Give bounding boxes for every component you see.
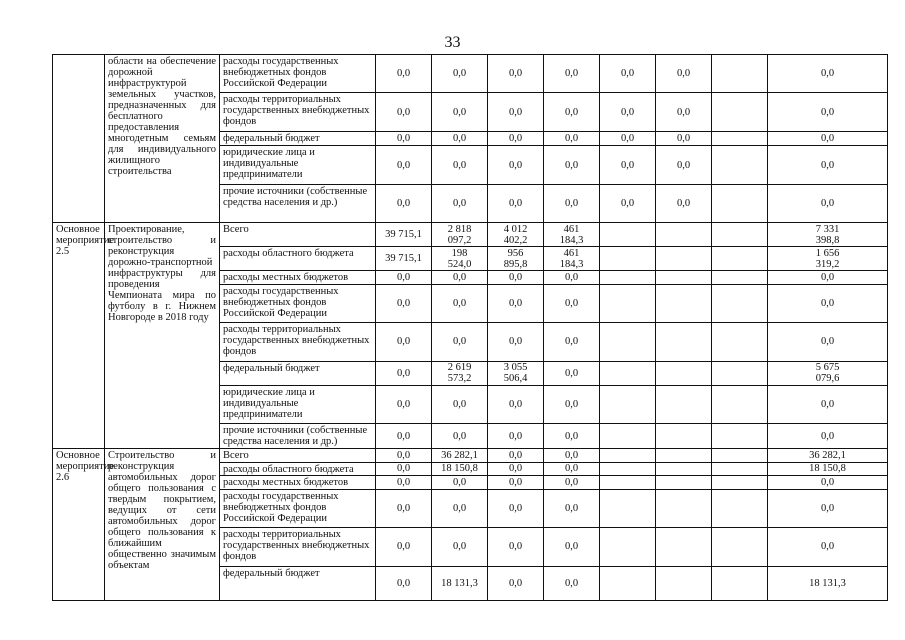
value-cell: 0,0 (544, 131, 600, 146)
value-cell: 0,0 (544, 462, 600, 476)
value-cell (600, 476, 656, 490)
value-cell: 2 818 097,2 (432, 223, 488, 247)
value-cell (712, 284, 768, 322)
value-cell: 0,0 (544, 184, 600, 222)
value-cell (656, 271, 712, 285)
value-cell: 18 150,8 (768, 462, 888, 476)
value-cell (656, 449, 712, 463)
value-cell: 0,0 (768, 323, 888, 361)
value-cell: 0,0 (376, 184, 432, 222)
value-cell: 3 055 506,4 (488, 361, 544, 385)
measure-code-cell: Основное мероприятие 2.5 (53, 223, 105, 449)
value-cell: 956 895,8 (488, 247, 544, 271)
value-cell: 0,0 (376, 131, 432, 146)
value-cell (600, 284, 656, 322)
value-cell: 0,0 (544, 271, 600, 285)
value-cell (712, 476, 768, 490)
value-cell: 0,0 (488, 93, 544, 131)
value-cell (656, 247, 712, 271)
funding-source-cell: федеральный бюджет (220, 566, 376, 601)
measure-description-cell: области на обеспечение дорожной инфраструктурой земельных участков, предназначенных для бесплатного предоставления многодетным семьям для индивидуального жилищного строительства (105, 55, 220, 223)
value-cell: 18 131,3 (768, 566, 888, 601)
value-cell: 0,0 (376, 424, 432, 449)
value-cell (600, 271, 656, 285)
value-cell: 0,0 (544, 528, 600, 566)
value-cell: 0,0 (600, 55, 656, 93)
value-cell: 0,0 (768, 55, 888, 93)
value-cell: 0,0 (488, 528, 544, 566)
value-cell: 0,0 (544, 146, 600, 184)
value-cell: 0,0 (376, 55, 432, 93)
value-cell (600, 489, 656, 527)
value-cell: 0,0 (432, 146, 488, 184)
value-cell: 0,0 (488, 489, 544, 527)
table-row (53, 449, 888, 463)
value-cell: 0,0 (656, 131, 712, 146)
value-cell (656, 489, 712, 527)
value-cell: 0,0 (432, 93, 488, 131)
value-cell: 0,0 (600, 146, 656, 184)
value-cell: 2 619 573,2 (432, 361, 488, 385)
value-cell: 0,0 (544, 93, 600, 131)
funding-source-cell: расходы местных бюджетов (220, 476, 376, 490)
value-cell (600, 462, 656, 476)
value-cell: 0,0 (432, 55, 488, 93)
value-cell: 0,0 (488, 462, 544, 476)
value-cell: 0,0 (488, 424, 544, 449)
value-cell (600, 424, 656, 449)
funding-source-cell: расходы территориальных государственных внебюджетных фондов (220, 93, 376, 131)
value-cell: 0,0 (432, 489, 488, 527)
funding-source-cell: прочие источники (собственные средства населения и др.) (220, 184, 376, 222)
value-cell (712, 146, 768, 184)
value-cell: 0,0 (376, 361, 432, 385)
value-cell: 36 282,1 (432, 449, 488, 463)
value-cell: 0,0 (600, 184, 656, 222)
value-cell: 0,0 (768, 489, 888, 527)
value-cell (600, 449, 656, 463)
value-cell: 7 331 398,8 (768, 223, 888, 247)
value-cell (656, 566, 712, 601)
value-cell: 0,0 (768, 271, 888, 285)
measure-description-cell: Проектирование, строительство и реконструкция дорожно-транспортной инфраструктуры для проведения Чемпионата мира по футболу в г. Нижнем Новгороде в 2018 году (105, 223, 220, 449)
value-cell: 0,0 (432, 385, 488, 423)
value-cell: 0,0 (376, 271, 432, 285)
value-cell: 0,0 (656, 93, 712, 131)
value-cell: 0,0 (376, 385, 432, 423)
funding-source-cell: Всего (220, 449, 376, 463)
value-cell (600, 528, 656, 566)
value-cell: 0,0 (376, 476, 432, 490)
value-cell (656, 528, 712, 566)
value-cell: 0,0 (432, 323, 488, 361)
value-cell: 18 131,3 (432, 566, 488, 601)
value-cell: 0,0 (488, 284, 544, 322)
value-cell: 0,0 (488, 323, 544, 361)
funding-source-cell: федеральный бюджет (220, 361, 376, 385)
funding-source-cell: расходы областного бюджета (220, 462, 376, 476)
budget-table (52, 54, 888, 601)
value-cell: 0,0 (432, 284, 488, 322)
funding-source-cell: федеральный бюджет (220, 131, 376, 146)
value-cell (712, 385, 768, 423)
value-cell: 39 715,1 (376, 247, 432, 271)
value-cell: 0,0 (768, 385, 888, 423)
value-cell (656, 284, 712, 322)
value-cell: 0,0 (488, 131, 544, 146)
value-cell: 461 184,3 (544, 223, 600, 247)
funding-source-cell: расходы государственных внебюджетных фондов Российской Федерации (220, 55, 376, 93)
value-cell (712, 223, 768, 247)
page-number: 33 (444, 34, 461, 51)
value-cell: 0,0 (432, 424, 488, 449)
value-cell: 0,0 (544, 284, 600, 322)
value-cell: 0,0 (432, 271, 488, 285)
value-cell (712, 131, 768, 146)
funding-source-cell: расходы территориальных государственных внебюджетных фондов (220, 323, 376, 361)
value-cell: 0,0 (544, 385, 600, 423)
value-cell: 0,0 (488, 449, 544, 463)
value-cell: 0,0 (432, 184, 488, 222)
value-cell: 4 012 402,2 (488, 223, 544, 247)
value-cell (712, 489, 768, 527)
value-cell: 0,0 (768, 424, 888, 449)
value-cell: 0,0 (656, 184, 712, 222)
value-cell: 0,0 (376, 528, 432, 566)
value-cell (712, 361, 768, 385)
value-cell (656, 476, 712, 490)
value-cell: 0,0 (656, 55, 712, 93)
value-cell (656, 223, 712, 247)
value-cell (656, 361, 712, 385)
value-cell: 0,0 (488, 271, 544, 285)
value-cell: 1 656 319,2 (768, 247, 888, 271)
funding-source-cell: юридические лица и индивидуальные предприниматели (220, 385, 376, 423)
value-cell: 0,0 (488, 385, 544, 423)
value-cell (600, 323, 656, 361)
funding-source-cell: расходы местных бюджетов (220, 271, 376, 285)
funding-source-cell: юридические лица и индивидуальные предприниматели (220, 146, 376, 184)
value-cell: 198 524,0 (432, 247, 488, 271)
value-cell: 0,0 (376, 146, 432, 184)
value-cell (600, 247, 656, 271)
funding-source-cell: расходы государственных внебюджетных фондов Российской Федерации (220, 284, 376, 322)
value-cell: 0,0 (544, 323, 600, 361)
value-cell: 0,0 (544, 449, 600, 463)
value-cell: 0,0 (376, 323, 432, 361)
value-cell: 0,0 (768, 146, 888, 184)
value-cell (712, 323, 768, 361)
value-cell (712, 566, 768, 601)
value-cell: 0,0 (432, 476, 488, 490)
value-cell: 5 675 079,6 (768, 361, 888, 385)
value-cell (600, 385, 656, 423)
value-cell: 0,0 (768, 528, 888, 566)
value-cell (712, 247, 768, 271)
value-cell: 0,0 (488, 146, 544, 184)
value-cell: 0,0 (488, 566, 544, 601)
value-cell (712, 271, 768, 285)
value-cell (712, 55, 768, 93)
value-cell (712, 424, 768, 449)
value-cell: 461 184,3 (544, 247, 600, 271)
funding-source-cell: Всего (220, 223, 376, 247)
value-cell: 0,0 (768, 476, 888, 490)
value-cell (712, 462, 768, 476)
value-cell: 0,0 (544, 424, 600, 449)
value-cell: 0,0 (600, 131, 656, 146)
value-cell: 0,0 (544, 566, 600, 601)
value-cell: 0,0 (768, 184, 888, 222)
value-cell: 0,0 (768, 93, 888, 131)
value-cell (600, 566, 656, 601)
funding-source-cell: расходы областного бюджета (220, 247, 376, 271)
value-cell (600, 223, 656, 247)
value-cell: 0,0 (768, 131, 888, 146)
value-cell: 0,0 (376, 93, 432, 131)
funding-source-cell: прочие источники (собственные средства населения и др.) (220, 424, 376, 449)
value-cell (600, 361, 656, 385)
value-cell: 0,0 (488, 476, 544, 490)
value-cell: 0,0 (376, 449, 432, 463)
value-cell (712, 528, 768, 566)
value-cell: 0,0 (768, 284, 888, 322)
value-cell: 0,0 (376, 489, 432, 527)
value-cell: 0,0 (656, 146, 712, 184)
value-cell (712, 184, 768, 222)
value-cell (712, 449, 768, 463)
value-cell (656, 462, 712, 476)
value-cell: 0,0 (376, 566, 432, 601)
table-row (53, 55, 888, 93)
value-cell: 0,0 (376, 462, 432, 476)
value-cell (656, 385, 712, 423)
funding-source-cell: расходы территориальных государственных внебюджетных фондов (220, 528, 376, 566)
funding-source-cell: расходы государственных внебюджетных фондов Российской Федерации (220, 489, 376, 527)
measure-code-cell (53, 55, 105, 223)
value-cell: 0,0 (376, 284, 432, 322)
value-cell: 0,0 (544, 361, 600, 385)
value-cell: 36 282,1 (768, 449, 888, 463)
value-cell: 0,0 (488, 184, 544, 222)
value-cell: 0,0 (544, 55, 600, 93)
value-cell: 0,0 (544, 489, 600, 527)
value-cell: 0,0 (488, 55, 544, 93)
value-cell: 0,0 (432, 131, 488, 146)
value-cell: 0,0 (544, 476, 600, 490)
value-cell: 39 715,1 (376, 223, 432, 247)
table-row (53, 223, 888, 247)
value-cell: 18 150,8 (432, 462, 488, 476)
value-cell: 0,0 (600, 93, 656, 131)
value-cell: 0,0 (432, 528, 488, 566)
measure-description-cell: Строительство и реконструкция автомобильных дорог общего пользования с твердым покрытием, ведущих от сети автомобильных дорог общего пользования к ближайшим общественно значимым объектам (105, 449, 220, 601)
value-cell (712, 93, 768, 131)
value-cell (656, 323, 712, 361)
value-cell (656, 424, 712, 449)
measure-code-cell: Основное мероприятие 2.6 (53, 449, 105, 601)
